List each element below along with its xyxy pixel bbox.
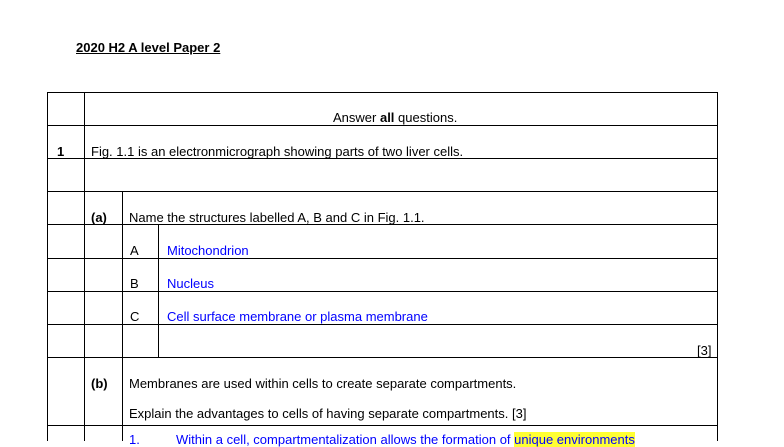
- table-rule: [47, 425, 718, 426]
- table-rule-vertical: [122, 191, 123, 441]
- instruction-text: Answer: [333, 110, 380, 125]
- structure-letter-b: B: [130, 276, 139, 291]
- instruction-emphasis: all: [379, 110, 395, 125]
- structure-letter-a: A: [130, 243, 139, 258]
- table-rule-vertical: [47, 92, 48, 441]
- table-rule: [47, 324, 718, 325]
- part-b-answer-1: [129, 432, 635, 447]
- table-rule-vertical: [158, 224, 159, 357]
- part-a-label: (a): [91, 210, 107, 225]
- answer-highlight: unique environments: [514, 432, 635, 447]
- table-rule-vertical: [717, 92, 718, 441]
- document-title: 2020 H2 A level Paper 2: [76, 40, 221, 55]
- part-a-text: Name the structures labelled A, B and C in Fig. 1.1.: [129, 210, 425, 225]
- table-rule: [47, 92, 718, 93]
- table-rule: [47, 291, 718, 292]
- table-rule: [47, 357, 718, 358]
- answer-a: Mitochondrion: [167, 243, 249, 258]
- instruction-text-end: questions.: [394, 110, 458, 125]
- question-number: 1: [57, 144, 65, 159]
- part-a-marks: [3]: [697, 343, 712, 358]
- instructions: [333, 110, 457, 125]
- part-b-text-line1: Membranes are used within cells to create separate compartments.: [129, 376, 517, 391]
- answer-text: Within a cell, compartmentalization allows the formation of: [176, 432, 515, 447]
- table-rule: [47, 258, 718, 259]
- part-b-label: (b): [91, 376, 108, 391]
- table-rule: [47, 125, 718, 126]
- answer-c: Cell surface membrane or plasma membrane: [167, 309, 428, 324]
- question-text: Fig. 1.1 is an electronmicrograph showing parts of two liver cells.: [91, 144, 464, 159]
- answer-b: Nucleus: [167, 276, 214, 291]
- part-b-text-line2: Explain the advantages to cells of having separate compartments. [3]: [129, 406, 527, 421]
- answer-number: 1.: [129, 432, 140, 447]
- structure-letter-c: C: [130, 309, 140, 324]
- table-rule: [47, 191, 718, 192]
- table-rule-vertical: [84, 92, 85, 441]
